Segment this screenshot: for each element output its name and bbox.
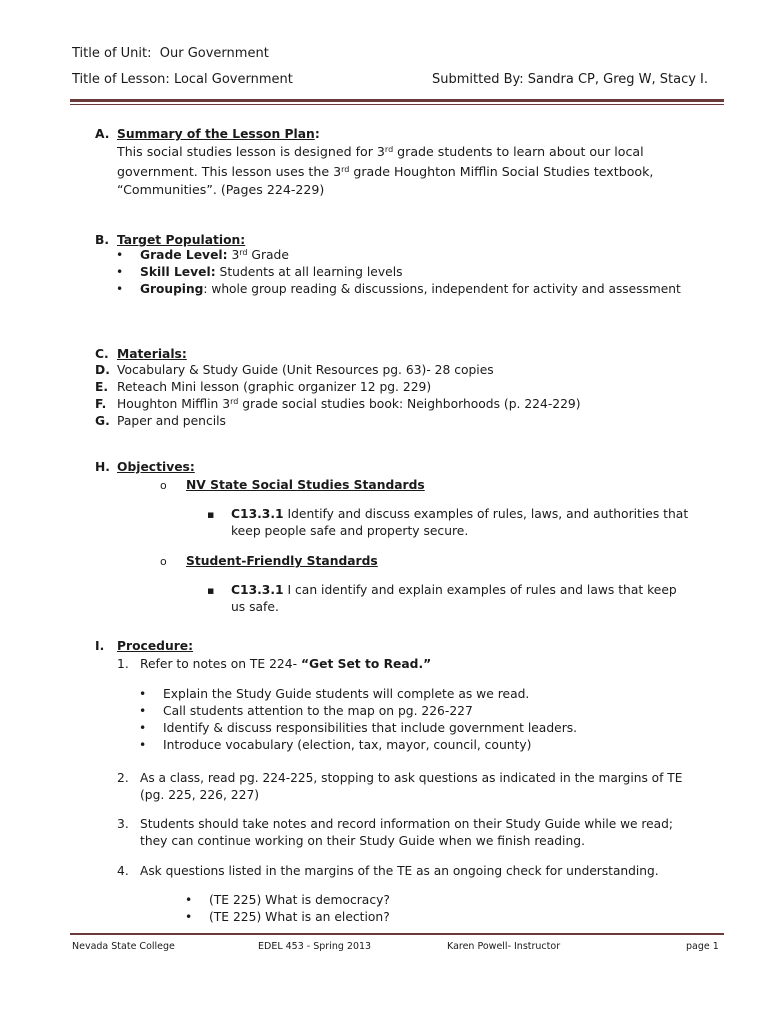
- footer-instructor: Karen Powell- Instructor: [447, 941, 561, 952]
- section-f-letter: F.: [95, 397, 107, 411]
- skill-level-label: Skill Level:: [140, 265, 216, 279]
- skill-level-item: [140, 264, 403, 281]
- grade-level-item: [140, 247, 289, 264]
- summary-line-2-sup: rd: [341, 165, 350, 174]
- summary-line-1: [117, 143, 644, 160]
- summary-line-1-sup: rd: [384, 145, 394, 154]
- material-d-text: Vocabulary & Study Guide (Unit Resources pg. 63)- 28 copies: [117, 363, 494, 377]
- section-b-title: Target Population:: [117, 233, 246, 247]
- nv-standard-line-2: keep people safe and property secure.: [231, 524, 469, 538]
- grade-level-sup: rd: [239, 248, 248, 257]
- summary-line-1-post: grade students to learn about our local: [393, 144, 644, 159]
- step-1-bullet: • Introduce vocabulary (election, tax, mayor, council, county): [163, 737, 531, 754]
- grade-level-label: Grade Level:: [140, 248, 228, 262]
- student-standard-code: C13.3.1: [231, 583, 284, 597]
- lesson-title-line: [72, 71, 293, 88]
- section-g-letter: G.: [95, 414, 110, 428]
- step-3-line-1: Students should take notes and record information on their Study Guide while we read;: [140, 817, 673, 831]
- material-e-text: Reteach Mini lesson (graphic organizer 12 pg. 229): [117, 380, 432, 394]
- material-g-text: Paper and pencils: [117, 414, 226, 428]
- section-a-letter: A.: [95, 127, 110, 141]
- submitted-by-label: Submitted By:: [432, 72, 524, 87]
- step-2-number: 2.: [117, 771, 129, 785]
- step-1-text: [140, 656, 431, 673]
- grouping-item: [140, 281, 681, 298]
- lesson-title-value: Local Government: [173, 72, 293, 87]
- step-4-bullet: • (TE 225) What is democracy?: [209, 892, 390, 909]
- material-f-text: [117, 396, 581, 413]
- footer-page: page 1: [686, 941, 719, 952]
- step-4-bullet: • (TE 225) What is an election?: [209, 909, 390, 926]
- material-f-pre: Houghton Mifflin 3: [117, 397, 231, 411]
- student-standards-title: Student-Friendly Standards: [186, 554, 378, 568]
- step-1-number: 1.: [117, 657, 129, 671]
- summary-line-2-post: grade Houghton Mifflin Social Studies textbook,: [349, 164, 654, 179]
- step-3-line-2: they can continue working on their Study Guide when we finish reading.: [140, 834, 585, 848]
- summary-line-1-pre: This social studies lesson is designed for 3: [117, 144, 385, 159]
- unit-title-line: [72, 45, 269, 62]
- material-f-sup: rd: [230, 397, 239, 406]
- summary-line-2-pre: government. This lesson uses the 3: [117, 164, 342, 179]
- section-a-title: Summary of the Lesson Plan: [117, 127, 315, 141]
- section-a-heading: [117, 126, 320, 143]
- grade-level-post: Grade: [247, 248, 289, 262]
- procedure-title: Procedure:: [117, 639, 194, 653]
- student-standard-line-2: us safe.: [231, 600, 279, 614]
- skill-level-value: Students at all learning levels: [215, 265, 403, 279]
- unit-title-label: Title of Unit:: [72, 46, 152, 61]
- step-2-line-2: (pg. 225, 226, 227): [140, 788, 260, 802]
- material-f-post: grade social studies book: Neighborhoods (p. 224-229): [238, 397, 581, 411]
- nv-standards-item: [186, 477, 425, 494]
- section-c-letter: C.: [95, 347, 109, 361]
- section-a-colon: :: [314, 127, 320, 141]
- step-1-bullet: • Identify & discuss responsibilities that include government leaders.: [163, 720, 577, 737]
- section-b-letter: B.: [95, 233, 110, 247]
- unit-title-value: Our Government: [159, 46, 269, 61]
- nv-standard-code: C13.3.1: [231, 507, 284, 521]
- grade-level-num: 3: [227, 248, 240, 262]
- step-1-bullet: • Explain the Study Guide students will complete as we read.: [163, 686, 529, 703]
- footer-rule: [70, 933, 724, 935]
- grouping-label: Grouping: [140, 282, 204, 296]
- materials-title: Materials:: [117, 347, 187, 361]
- section-i-letter: I.: [95, 639, 105, 653]
- step-1-bullet: • Call students attention to the map on pg. 226-227: [163, 703, 473, 720]
- lesson-title-label: Title of Lesson:: [72, 72, 170, 87]
- step-3-number: 3.: [117, 817, 129, 831]
- summary-line-2: [117, 163, 653, 180]
- header-rule-thick: [70, 99, 724, 102]
- summary-line-3: “Communities”. (Pages 224-229): [117, 182, 325, 197]
- nv-standard-c13: [231, 506, 688, 523]
- nv-standards-title: NV State Social Studies Standards: [186, 478, 425, 492]
- student-standard-line-1: I can identify and explain examples of rules and laws that keep: [283, 583, 677, 597]
- footer-college: Nevada State College: [72, 941, 175, 952]
- student-standards-item: [186, 553, 378, 570]
- footer-course: EDEL 453 - Spring 2013: [258, 941, 372, 952]
- grouping-value: : whole group reading & discussions, independent for activity and assessment: [203, 282, 681, 296]
- submitted-by-value: Sandra CP, Greg W, Stacy I.: [527, 72, 709, 87]
- nv-standard-line-1: Identify and discuss examples of rules, laws, and authorities that: [283, 507, 689, 521]
- header-rule-thin: [70, 104, 724, 105]
- submitted-by-line: [432, 71, 708, 88]
- section-e-letter: E.: [95, 380, 109, 394]
- step-2-line-1: As a class, read pg. 224-225, stopping to ask questions as indicated in the margins of TE: [140, 771, 683, 785]
- section-d-letter: D.: [95, 363, 110, 377]
- step-1-text-bold: “Get Set to Read.”: [300, 657, 432, 671]
- objectives-title: Objectives:: [117, 460, 195, 474]
- step-1-text-plain: Refer to notes on TE 224-: [140, 657, 301, 671]
- student-standard-c13: [231, 582, 677, 599]
- step-4-text: Ask questions listed in the margins of the TE as an ongoing check for understanding.: [140, 864, 659, 878]
- section-h-letter: H.: [95, 460, 110, 474]
- step-4-number: 4.: [117, 864, 129, 878]
